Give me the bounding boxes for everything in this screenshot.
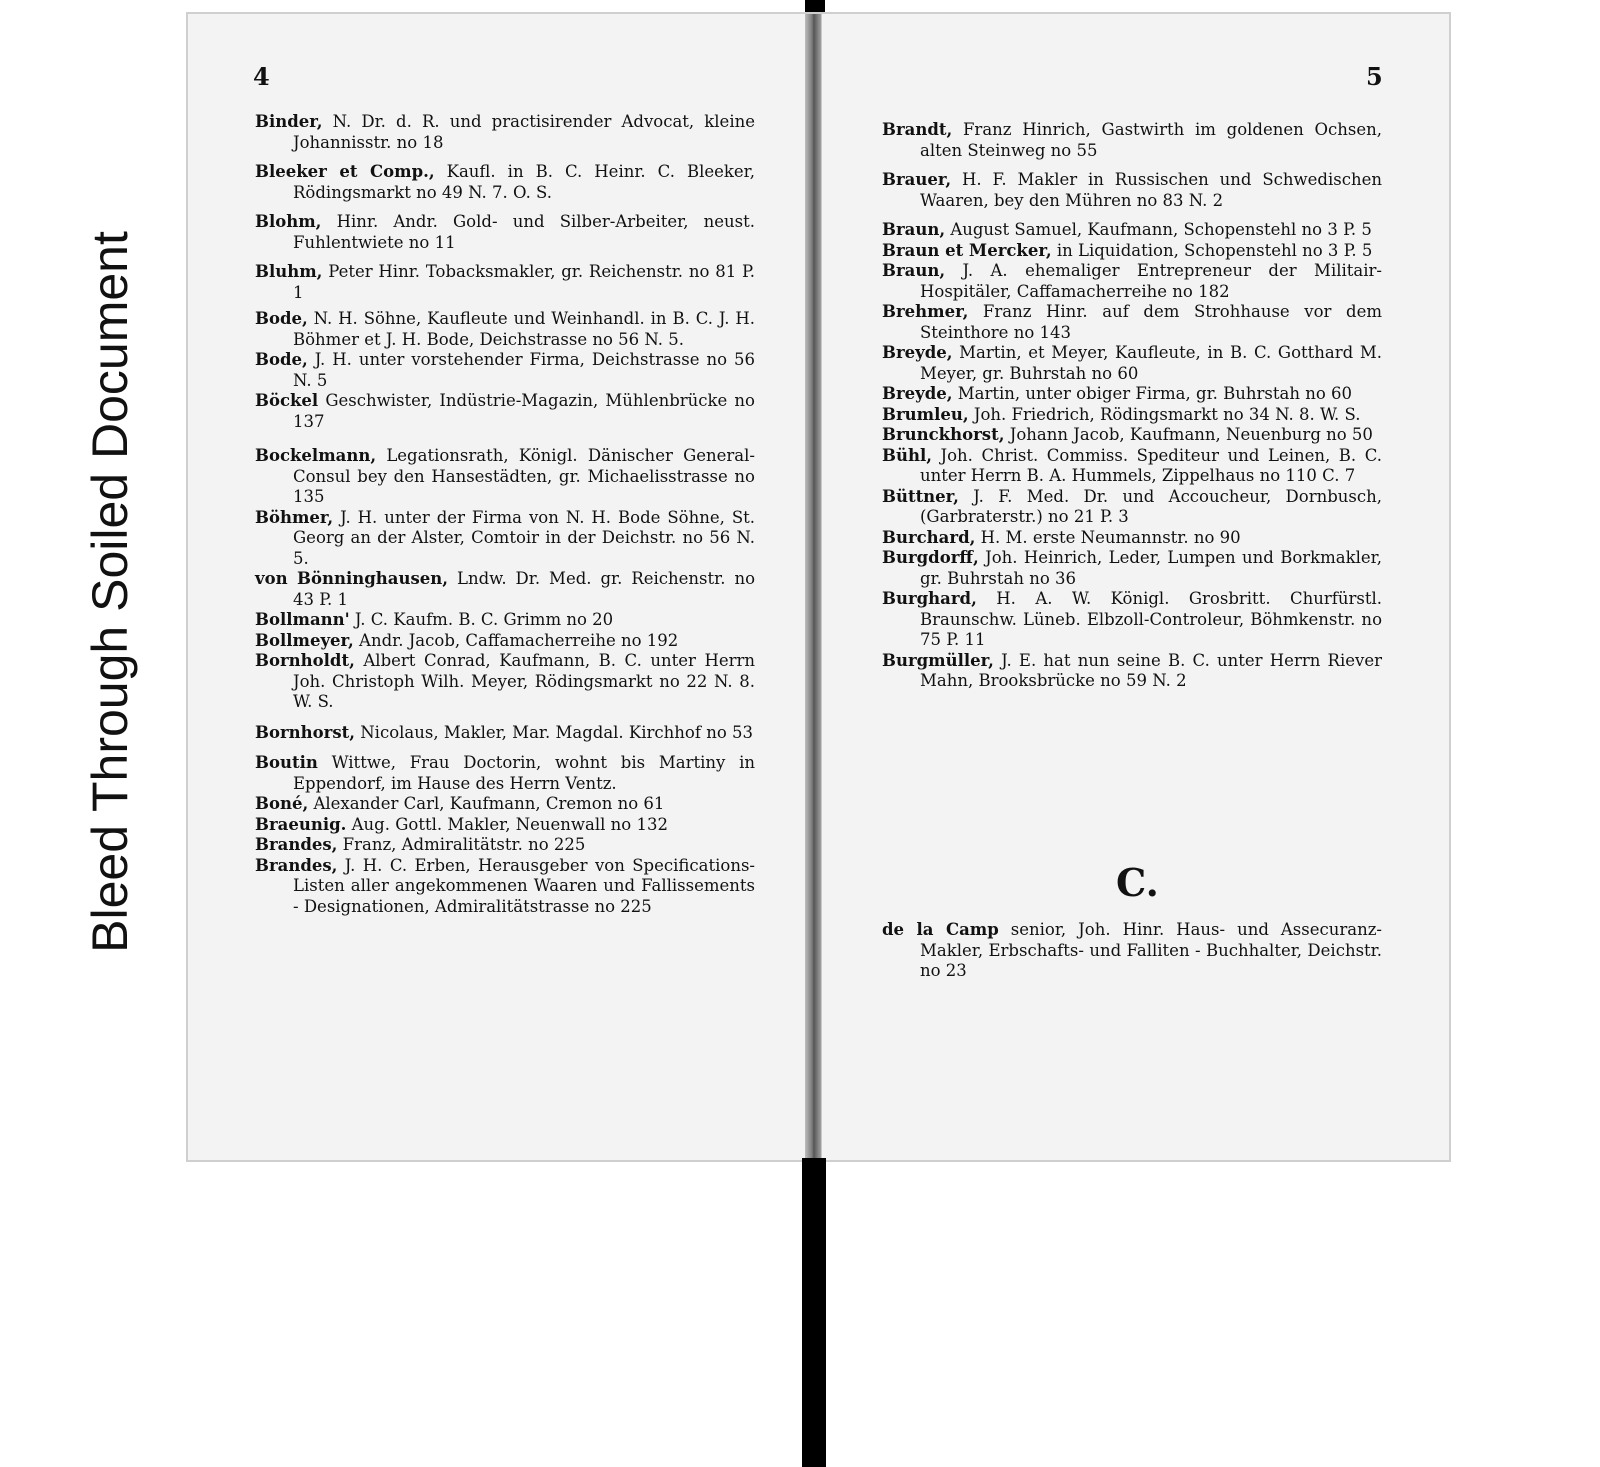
entry-details: J. A. ehemaliger Entrepreneur der Militair-Hospitäler, Caffamacherreihe no 182 bbox=[920, 261, 1382, 301]
entry-details: Franz Hinrich, Gastwirth im goldenen Ochsen, alten Steinweg no 55 bbox=[920, 120, 1382, 160]
directory-entry bbox=[882, 120, 1382, 161]
entry-details: Franz, Admiralitätstr. no 225 bbox=[337, 835, 586, 854]
right-entries bbox=[882, 120, 1382, 692]
entry-details: J. C. Kaufm. B. C. Grimm no 20 bbox=[349, 610, 614, 629]
entry-details: Albert Conrad, Kaufmann, B. C. unter Herrn Joh. Christoph Wilh. Meyer, Rödingsmarkt no 22 N. 8. W. S. bbox=[293, 651, 755, 711]
entry-name: de la Camp bbox=[882, 920, 999, 939]
directory-entry bbox=[882, 343, 1382, 384]
section-c-entries bbox=[882, 920, 1382, 982]
entry-details: H. F. Makler in Russischen und Schwedischen Waaren, bey den Mühren no 83 N. 2 bbox=[920, 170, 1382, 210]
entry-name: Bockelmann, bbox=[255, 446, 377, 465]
entry-name: Bollmann' bbox=[255, 610, 350, 629]
directory-entry bbox=[255, 815, 755, 836]
directory-entry bbox=[882, 220, 1382, 241]
entry-name: Bornhorst, bbox=[255, 722, 355, 742]
entry-name: von Bönninghausen, bbox=[255, 569, 449, 588]
entry-details: Nicolaus, Makler, Mar. Magdal. Kirchhof no 53 bbox=[355, 722, 753, 742]
entry-name: Brehmer, bbox=[882, 302, 969, 321]
directory-entry bbox=[255, 835, 755, 856]
entry-name: Burchard, bbox=[882, 527, 976, 547]
directory-entry bbox=[255, 753, 755, 794]
entry-details: Alexander Carl, Kaufmann, Cremon no 61 bbox=[308, 794, 665, 813]
entry-name: Brandes, bbox=[255, 855, 338, 875]
entry-name: Braeunig. bbox=[255, 814, 347, 834]
directory-entry bbox=[255, 350, 755, 391]
entry-details: Peter Hinr. Tobacksmakler, gr. Reichenstr. no 81 P. 1 bbox=[293, 262, 755, 302]
directory-entry bbox=[255, 794, 755, 815]
entry-details: J. H. unter vorstehender Firma, Deichstrasse no 56 N. 5 bbox=[293, 350, 755, 390]
entry-name: Braun et Mercker, bbox=[882, 240, 1052, 260]
entry-details: Joh. Christ. Commiss. Spediteur und Leinen, B. C. unter Herrn B. A. Hummels, Zippelhaus no 110 C. 7 bbox=[920, 445, 1382, 485]
entry-details: August Samuel, Kaufmann, Schopenstehl no 3 P. 5 bbox=[945, 220, 1372, 239]
directory-entry bbox=[882, 548, 1382, 589]
directory-entry bbox=[882, 261, 1382, 302]
entry-details: Joh. Heinrich, Leder, Lumpen und Borkmakler, gr. Buhrstah no 36 bbox=[920, 548, 1382, 588]
entry-name: Brandt, bbox=[882, 120, 953, 139]
entry-name: Bode, bbox=[255, 309, 308, 328]
entry-details: Aug. Gottl. Makler, Neuenwall no 132 bbox=[346, 814, 668, 834]
left-entries bbox=[255, 112, 755, 917]
directory-entry bbox=[882, 487, 1382, 528]
entry-name: Böhmer, bbox=[255, 507, 334, 527]
directory-entry bbox=[882, 384, 1382, 405]
entry-details: J. F. Med. Dr. und Accoucheur, Dornbusch, (Garbraterstr.) no 21 P. 3 bbox=[920, 486, 1382, 526]
entry-name: Böckel bbox=[255, 391, 319, 410]
directory-entry bbox=[255, 651, 755, 713]
directory-entry bbox=[255, 631, 755, 652]
directory-entry bbox=[255, 508, 755, 570]
entry-name: Brauer, bbox=[882, 170, 952, 189]
entry-details: H. A. W. Königl. Grosbritt. Churfürstl. Braunschw. Lüneb. Elbzoll-Controleur, Böhmkenstr. no 75 P. 11 bbox=[920, 589, 1382, 649]
entry-name: Büttner, bbox=[882, 486, 959, 506]
entry-name: Burghard, bbox=[882, 589, 977, 608]
directory-entry bbox=[255, 610, 755, 631]
entry-name: Blohm, bbox=[255, 212, 322, 231]
directory-entry bbox=[255, 112, 755, 153]
book-gutter bbox=[805, 14, 821, 1160]
left-page-number: 4 bbox=[253, 62, 270, 91]
entry-details: J. E. hat nun seine B. C. unter Herrn Riever Mahn, Brooksbrücke no 59 N. 2 bbox=[920, 650, 1382, 690]
directory-entry bbox=[882, 170, 1382, 211]
entry-details: Legationsrath, Königl. Dänischer General-Consul bey den Hansestädten, gr. Michaelisstrasse no 135 bbox=[293, 446, 755, 506]
entry-details: Lndw. Dr. Med. gr. Reichenstr. no 43 P. 1 bbox=[293, 569, 756, 609]
directory-entry bbox=[255, 162, 755, 203]
entry-details: Kaufl. in B. C. Heinr. C. Bleeker, Rödingsmarkt no 49 N. 7. O. S. bbox=[293, 162, 755, 202]
ribbon-bookmark bbox=[802, 1158, 826, 1467]
entry-details: Martin, unter obiger Firma, gr. Buhrstah no 60 bbox=[952, 384, 1353, 403]
entry-details: Geschwister, Indüstrie-Magazin, Mühlenbrücke no 137 bbox=[293, 391, 755, 431]
entry-details: senior, Joh. Hinr. Haus- und Assecuranz-Makler, Erbschafts- und Falliten - Buchhalter, Deichstr. no 23 bbox=[920, 920, 1382, 980]
directory-entry bbox=[255, 723, 755, 744]
directory-entry bbox=[255, 212, 755, 253]
directory-entry bbox=[255, 391, 755, 432]
entry-name: Braun, bbox=[882, 220, 946, 239]
entry-name: Bühl, bbox=[882, 445, 932, 465]
entry-details: Wittwe, Frau Doctorin, wohnt bis Martiny in Eppendorf, im Hause des Herrn Ventz. bbox=[293, 753, 755, 793]
directory-entry bbox=[882, 302, 1382, 343]
directory-entry bbox=[882, 446, 1382, 487]
entry-name: Bornholdt, bbox=[255, 651, 355, 670]
entry-name: Breyde, bbox=[882, 343, 953, 362]
section-letter: C. bbox=[1116, 860, 1159, 905]
entry-details: N. Dr. d. R. und practisirender Advocat, kleine Johannisstr. no 18 bbox=[293, 112, 755, 152]
ribbon-top bbox=[805, 0, 825, 12]
directory-entry bbox=[882, 241, 1382, 262]
entry-details: Martin, et Meyer, Kaufleute, in B. C. Gotthard M. Meyer, gr. Buhrstah no 60 bbox=[920, 343, 1382, 383]
entry-details: in Liquidation, Schopenstehl no 3 P. 5 bbox=[1051, 240, 1373, 260]
entry-name: Burgdorff, bbox=[882, 548, 979, 567]
entry-name: Brumleu, bbox=[882, 404, 969, 424]
entry-name: Bollmeyer, bbox=[255, 630, 354, 650]
side-label bbox=[82, 82, 139, 1102]
entry-details: Joh. Friedrich, Rödingsmarkt no 34 N. 8. W. S. bbox=[968, 404, 1361, 424]
directory-entry bbox=[882, 528, 1382, 549]
directory-entry bbox=[255, 856, 755, 918]
entry-details: Andr. Jacob, Caffamacherreihe no 192 bbox=[353, 630, 679, 650]
entry-name: Braun, bbox=[882, 261, 946, 280]
directory-entry bbox=[255, 569, 755, 610]
directory-entry bbox=[882, 589, 1382, 651]
entry-name: Brandes, bbox=[255, 835, 338, 854]
entry-details: Johann Jacob, Kaufmann, Neuenburg no 50 bbox=[1004, 425, 1373, 444]
entry-details: J. H. unter der Firma von N. H. Bode Söhne, St. Georg an der Alster, Comtoir in der Deichstr. no 56 N. 5. bbox=[293, 507, 755, 568]
directory-entry bbox=[255, 446, 755, 508]
directory-entry bbox=[882, 405, 1382, 426]
directory-entry bbox=[255, 309, 755, 350]
entry-details: Franz Hinr. auf dem Strohhause vor dem Steinthore no 143 bbox=[920, 302, 1382, 342]
side-label-text: Bleed Through Soiled Document bbox=[82, 231, 139, 953]
directory-entry bbox=[882, 651, 1382, 692]
entry-details: H. M. erste Neumannstr. no 90 bbox=[975, 527, 1241, 547]
directory-entry bbox=[255, 262, 755, 303]
entry-name: Bleeker et Comp., bbox=[255, 162, 435, 181]
entry-details: N. H. Söhne, Kaufleute und Weinhandl. in B. C. J. H. Böhmer et J. H. Bode, Deichstrasse no 56 N. 5. bbox=[293, 309, 755, 349]
entry-details: Hinr. Andr. Gold- und Silber-Arbeiter, neust. Fuhlentwiete no 11 bbox=[293, 212, 755, 252]
entry-name: Brunckhorst, bbox=[882, 425, 1005, 444]
entry-name: Bluhm, bbox=[255, 262, 323, 281]
directory-entry bbox=[882, 920, 1382, 982]
entry-name: Bode, bbox=[255, 350, 308, 369]
directory-entry bbox=[882, 425, 1382, 446]
right-page-number: 5 bbox=[1366, 62, 1383, 91]
entry-name: Boutin bbox=[255, 753, 318, 772]
entry-name: Breyde, bbox=[882, 384, 953, 403]
entry-name: Burgmüller, bbox=[882, 650, 994, 670]
entry-name: Binder, bbox=[255, 112, 323, 131]
entry-details: J. H. C. Erben, Herausgeber von Specifications-Listen aller angekommenen Waaren und Fallissements - Designationen, Admiralitätstrasse no 225 bbox=[293, 855, 755, 916]
entry-name: Boné, bbox=[255, 794, 309, 813]
